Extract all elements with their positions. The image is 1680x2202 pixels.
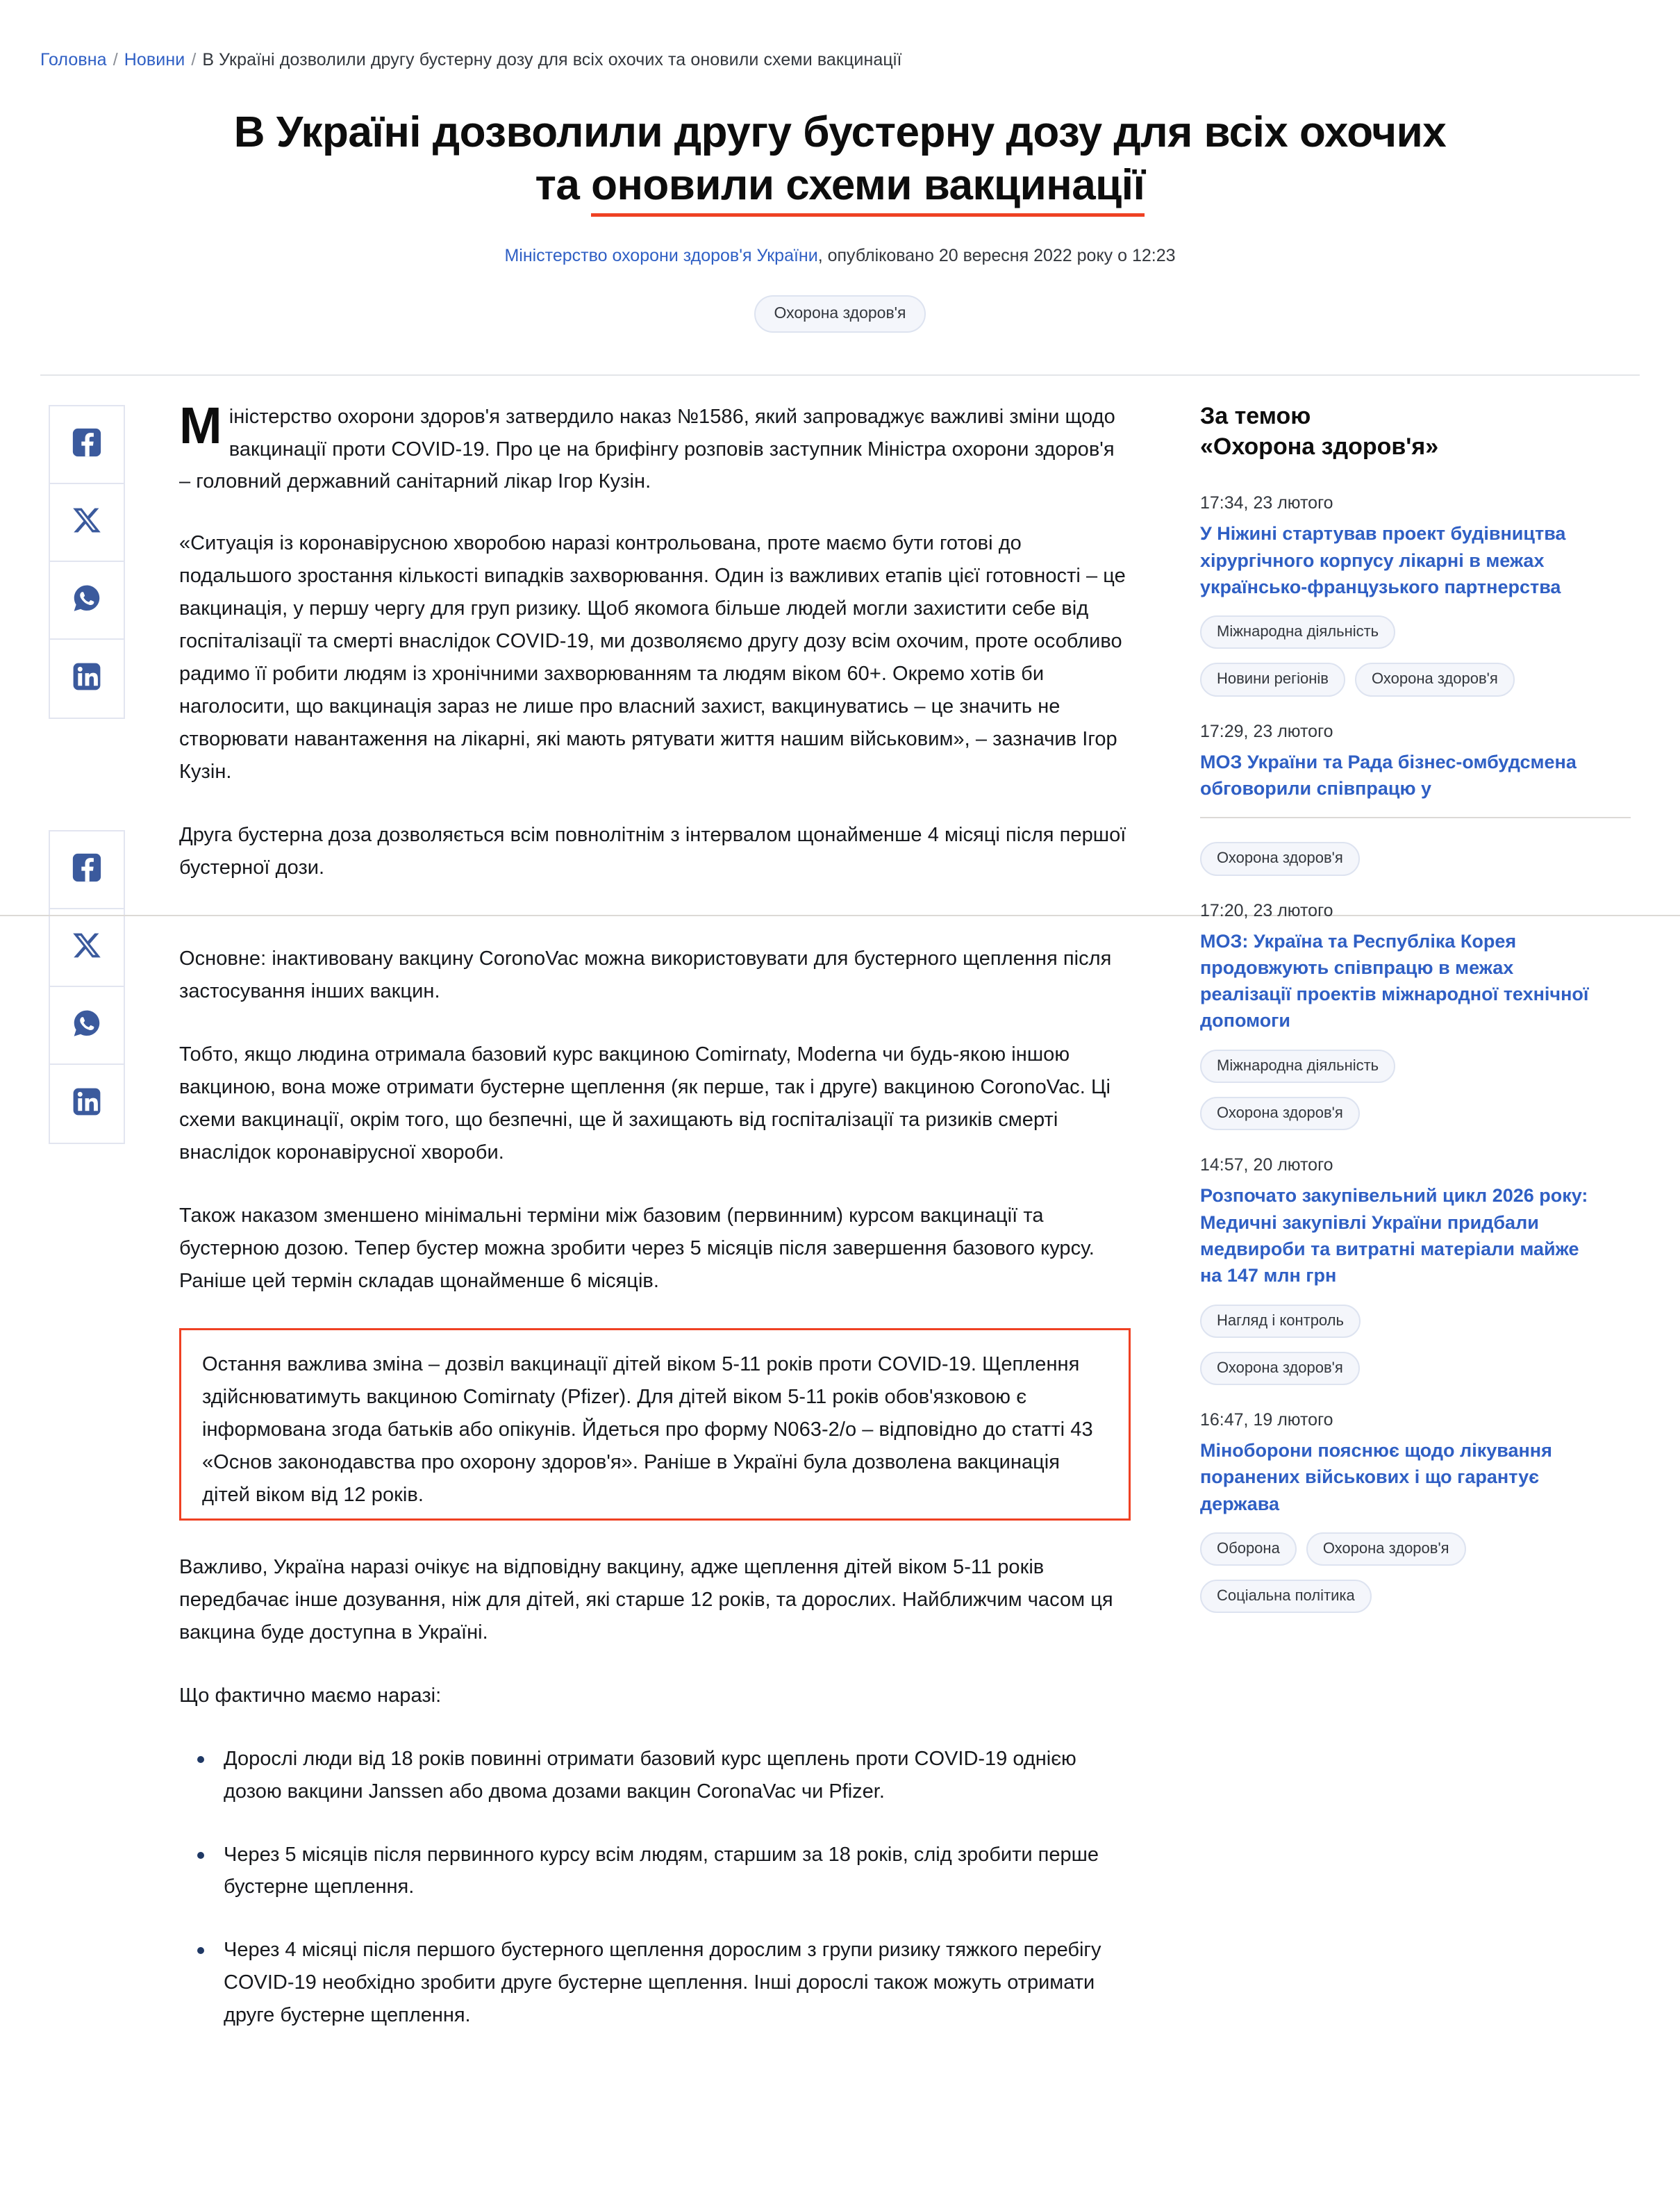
whatsapp-icon [71, 582, 103, 618]
breadcrumb-home-link[interactable]: Головна [40, 50, 107, 69]
facebook-icon [71, 427, 103, 462]
page-title-underlined: оновили схеми вакцинації [591, 161, 1145, 217]
news-tag-chip[interactable]: Соціальна політика [1200, 1580, 1372, 1613]
news-tag-chip[interactable]: Міжнародна діяльність [1200, 1050, 1395, 1083]
share-facebook-button-2[interactable] [50, 831, 124, 909]
sidebar-heading [1200, 401, 1589, 463]
news-timestamp: 14:57, 20 лютого [1200, 1155, 1333, 1175]
news-tag-row [1200, 1580, 1589, 1613]
related-news-item [1200, 1410, 1589, 1613]
share-box-top [49, 405, 125, 719]
sidebar-heading-line2: «Охорона здоров'я» [1200, 433, 1439, 461]
highlight-text: Остання важлива зміна – дозвіл вакцинації дітей віком 5-11 років проти COVID-19. Щеплення здійснюватимуть вакциною Comirnaty (Pfizer). Для дітей віком 5-11 років обов'язковою є інформована згода батьків або опікунів. Йдеться про форму N063-2/о – відповідно до статті 43 «Основ законодавства про охорону здоров'я». Раніше в Україні була дозволена вакцинація дітей віком від 12 років. [202, 1352, 1093, 1506]
highlighted-callout [179, 1328, 1131, 1521]
news-timestamp: 17:20, 23 лютого [1200, 900, 1333, 920]
x-twitter-icon [72, 930, 102, 964]
news-tag-chip[interactable]: Охорона здоров'я [1306, 1532, 1466, 1566]
news-tag-row [1200, 1305, 1589, 1338]
byline [208, 246, 1472, 266]
breadcrumb [0, 0, 1680, 70]
share-rail [40, 376, 151, 1144]
page-title [208, 106, 1472, 211]
header-tag-row [208, 295, 1472, 332]
article-lead-paragraph [179, 396, 1131, 499]
list-item: Через 5 місяців після первинного курсу всім людям, старшим за 18 років, слід зробити перше бустерне щеплення. [224, 1839, 1131, 1904]
share-linkedin-button[interactable] [50, 640, 124, 718]
byline-timestamp: , опубліковано 20 вересня 2022 року о 12:23 [817, 246, 1176, 266]
news-title-link[interactable]: МОЗ України та Рада бізнес-омбудсмена обговорили співпрацю у [1200, 751, 1577, 799]
news-tag-row [1200, 615, 1589, 649]
news-tag-chip[interactable]: Охорона здоров'я [1200, 1352, 1360, 1385]
byline-source-link[interactable]: Міністерство охорони здоров'я України [504, 246, 818, 266]
list-intro-text: Що фактично маємо наразі: [179, 1684, 442, 1707]
article-paragraph: Також наказом зменшено мінімальні терміни між базовим (первинним) курсом вакцинації та бустерною дозою. Тепер бустер можна зробити через 5 місяців після завершення базового курсу. Раніше цей термін складав щонайменше 6 місяців. [179, 1204, 1095, 1292]
share-facebook-button[interactable] [50, 406, 124, 484]
news-title-link[interactable]: У Ніжині стартував проект будівництва хірургічного корпусу лікарні в межах українсько-французького партнерства [1200, 523, 1566, 597]
article-paragraph-after-highlight: Важливо, Україна наразі очікує на відповідну вакцину, адже щеплення дітей віком 5-11 років передбачає інше дозування, ніж для дітей, які старше 12 років, та дорослих. Найближчим часом ця вакцина буде доступна в Україні. [179, 1555, 1113, 1644]
news-tag-chip[interactable]: Новини регіонів [1200, 663, 1345, 696]
news-tag-row [1200, 1352, 1589, 1385]
news-tag-row [1200, 1050, 1589, 1083]
linkedin-icon [71, 661, 103, 696]
related-news-item [1200, 722, 1589, 876]
share-linkedin-button-2[interactable] [50, 1065, 124, 1143]
news-timestamp: 17:29, 23 лютого [1200, 721, 1333, 741]
news-title-link[interactable]: МОЗ: Україна та Республіка Корея продовжують співпрацю в межах реалізації проектів міжнародної технічної допомоги [1200, 930, 1589, 1032]
news-title-link[interactable]: Міноборони пояснює щодо лікування поранених військових і що гарантує держава [1200, 1439, 1552, 1514]
breadcrumb-current: В Україні дозволили другу бустерну дозу для всіх охочих та оновили схеми вакцинації [202, 50, 902, 69]
news-tag-row [1200, 663, 1589, 696]
share-box-bottom [49, 830, 125, 1144]
page-title-text: В Україні дозволили другу бустерну дозу для всіх охочих та [233, 108, 1447, 209]
related-news-item [1200, 901, 1589, 1131]
article-paragraph: Основне: інактивовану вакцину CoronoVac можна використовувати для бустерного щеплення після застосування інших вакцин. [179, 947, 1112, 1003]
breadcrumb-separator-1: / [113, 50, 118, 69]
news-title-link[interactable]: Розпочато закупівельний цикл 2026 року: Медичні закупівлі України придбали медвироби та витратні матеріали майже на 147 млн грн [1200, 1185, 1588, 1286]
breadcrumb-section-link[interactable]: Новини [124, 50, 185, 69]
news-tag-chip[interactable]: Охорона здоров'я [1200, 842, 1360, 875]
news-tag-chip[interactable]: Нагляд і контроль [1200, 1305, 1361, 1338]
share-whatsapp-button-2[interactable] [50, 987, 124, 1065]
related-news-item [1200, 1155, 1589, 1385]
facebook-icon [71, 852, 103, 887]
sidebar-divider [1200, 817, 1631, 818]
x-twitter-icon [72, 505, 102, 539]
article-lead-text: іністерство охорони здоров'я затвердило наказ №1586, який запроваджує важливі зміни щодо вакцинації проти COVID-19. Про це на брифінгу розповів заступник Міністра охорони здоров'я – головний державний санітарний лікар Ігор Кузін. [179, 405, 1115, 493]
news-tag-chip[interactable]: Оборона [1200, 1532, 1297, 1566]
share-whatsapp-button[interactable] [50, 562, 124, 640]
article-paragraph: «Ситуація із коронавірусною хворобою наразі контрольована, проте маємо бути готові до подальшого зростання кількості випадків захворювання. Один із важливих етапів цієї готовності – це вакцинація, у першу чергу для груп ризику. Щоб якомога більше людей могли захистити себе від госпіталізації та смерті внаслідок COVID-19, ми дозволяємо другу дозу всім охочим, проте особливо радимо її робити людям із хронічними захворюванням та людям віком 60+. Окремо хотів би наголосити, що вакцинація зараз не лише про власний захист, вакцинуватись – це значить не створювати навантаження на лікарні, які мають рятувати життя нашим військовим», – зазначив Ігор Кузін. [179, 532, 1126, 784]
related-news-item [1200, 493, 1589, 696]
main-layout [0, 376, 1680, 2063]
header-tag-chip[interactable]: Охорона здоров'я [754, 295, 925, 332]
article-paragraph: Друга бустерна доза дозволяється всім повнолітнім з інтервалом щонайменше 4 місяці після першої бустерної дози. [179, 824, 1126, 879]
share-x-button[interactable] [50, 484, 124, 562]
article-header [0, 70, 1680, 333]
sidebar-heading-line1: За темою [1200, 402, 1311, 429]
list-item: Дорослі люди від 18 років повинні отримати базовий курс щеплень проти COVID-19 однією дозою вакцини Janssen або двома дозами вакцин CoronaVac чи Pfizer. [224, 1743, 1131, 1808]
news-tag-chip[interactable]: Міжнародна діяльність [1200, 615, 1395, 649]
article-paragraph: Тобто, якщо людина отримала базовий курс вакциною Comirnaty, Moderna чи будь-якою іншою вакциною, вона може отримати бустерне щеплення (як перше, так і друге) вакциною CoronoVac. Ці схеми вакцинації, окрім того, що безпечні, ще й захищають від госпіталізації та ризиків смерті внаслідок коронавірусної хвороби. [179, 1043, 1111, 1164]
news-tag-chip[interactable]: Охорона здоров'я [1355, 663, 1515, 696]
share-x-button-2[interactable] [50, 909, 124, 987]
news-tag-row [1200, 842, 1589, 875]
news-tag-chip[interactable]: Охорона здоров'я [1200, 1097, 1360, 1130]
linkedin-icon [71, 1086, 103, 1121]
list-item: Через 4 місяці після першого бустерного щеплення дорослим з групи ризику тяжкого перебігу COVID-19 необхідно зробити друге бустерне щеплення. Інші дорослі також можуть отримати друге бустерне щеплення. [224, 1934, 1131, 2032]
article-body [151, 376, 1172, 2063]
news-timestamp: 16:47, 19 лютого [1200, 1409, 1333, 1430]
news-tag-row [1200, 1097, 1589, 1130]
news-tag-row [1200, 1532, 1589, 1566]
whatsapp-icon [71, 1007, 103, 1043]
facts-list [179, 1743, 1131, 2033]
news-timestamp: 17:34, 23 лютого [1200, 493, 1333, 513]
related-news-sidebar [1172, 376, 1589, 1639]
drop-cap: М [179, 396, 222, 454]
breadcrumb-separator-2: / [191, 50, 197, 69]
